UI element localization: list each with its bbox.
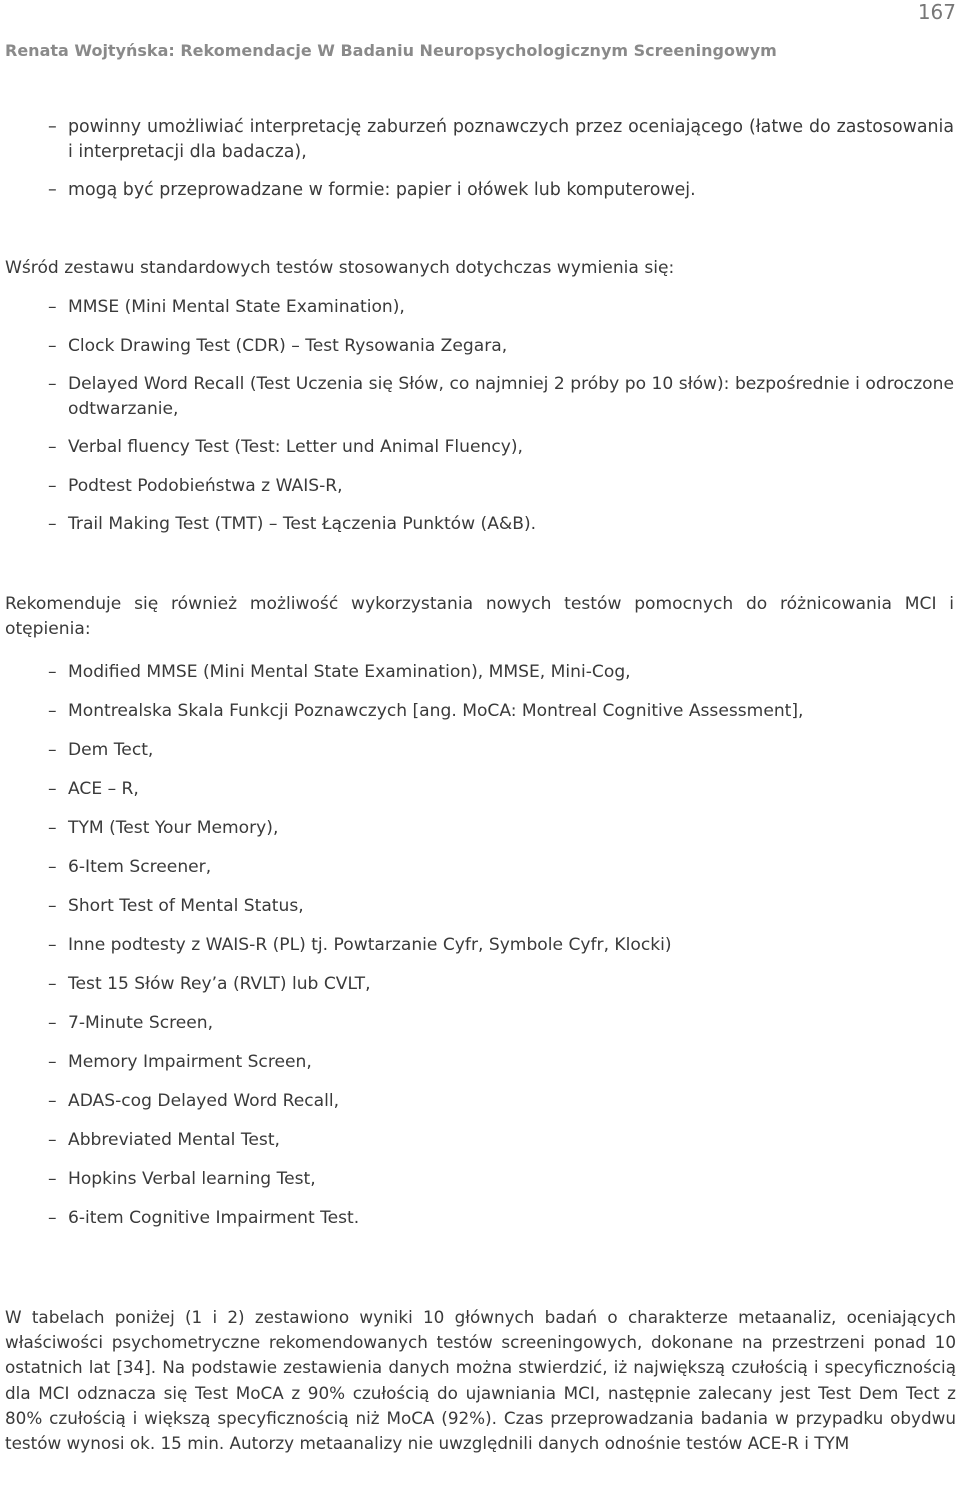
list-item-text: 7-Minute Screen, (68, 1013, 214, 1033)
list-item (0, 660, 960, 685)
dash-bullet: – (48, 514, 57, 534)
list-item (0, 777, 960, 802)
list-item (0, 1089, 960, 1114)
requirements-list (0, 115, 960, 203)
list-item-text: Clock Drawing Test (CDR) – Test Rysowania Zegara, (68, 335, 508, 356)
dash-bullet: – (48, 662, 57, 682)
dash-bullet: – (48, 117, 57, 137)
list-item-text: Test 15 Słów Rey’a (RVLT) lub CVLT, (68, 974, 371, 994)
list-item-text: Memory Impairment Screen, (68, 1052, 312, 1072)
list-item-text: powinny umożliwiać interpretację zaburzeń poznawczych przez oceniającego (łatwe do zastosowania i interpretacji dla badacza), (68, 117, 954, 162)
list-item (0, 972, 960, 997)
list-item-text: Dem Tect, (68, 740, 154, 760)
dash-bullet: – (48, 1052, 57, 1072)
page-number: 167 (917, 0, 956, 24)
dash-bullet: – (48, 1013, 57, 1033)
list-item (0, 894, 960, 919)
dash-bullet: – (48, 701, 57, 721)
list-item-text: mogą być przeprowadzane w formie: papier i ołówek lub komputerowej. (68, 180, 696, 200)
list-item (0, 738, 960, 763)
dash-bullet: – (48, 857, 57, 877)
list-item-text: Hopkins Verbal learning Test, (68, 1169, 316, 1189)
list-item-text: Abbreviated Mental Test, (68, 1130, 280, 1150)
list-item-text: Podtest Podobieństwa z WAIS-R, (68, 475, 343, 496)
list-item (0, 1128, 960, 1153)
list-item-text: TYM (Test Your Memory), (68, 818, 279, 838)
list-item-text: Verbal fluency Test (Test: Letter und Animal Fluency), (68, 437, 523, 457)
summary-paragraph: W tabelach poniżej (1 i 2) zestawiono wyniki 10 głównych badań o charakterze metaanaliz, oceniających właściwości psychometryczne rekomendowanych testów screeningowych, dokonane na przestrzeni ponad 10 ostatnich lat [34]. Na podstawie zestawienia danych można stwierdzić, iż największą czułością i specyficznością dla MCI odznacza się Test MoCA z 90% czułością do ujawniania MCI, następnie zalecany jest Test Dem Tect z 80% czułością i większą specyficznością niż MoCA (92%). Czas przeprowadzania badania w przypadku obydwu testów wynosi ok. 15 min. Autorzy metaanalizy nie uwzględnili danych odnośnie testów ACE-R i TYM (5, 1307, 956, 1454)
dash-bullet: – (48, 297, 57, 317)
dash-bullet: – (48, 1169, 57, 1189)
list-item-text: Montrealska Skala Funkcji Poznawczych [ang. MoCA: Montreal Cognitive Assessment], (68, 701, 804, 721)
list-item (0, 855, 960, 880)
dash-bullet: – (48, 896, 57, 916)
list-item (0, 1050, 960, 1075)
list-item (0, 295, 960, 320)
list-item-text: Short Test of Mental Status, (68, 896, 304, 916)
dash-bullet: – (48, 974, 57, 994)
list-item-text: ADAS-cog Delayed Word Recall, (68, 1091, 340, 1111)
list-item-text: Modified MMSE (Mini Mental State Examination), MMSE, Mini-Cog, (68, 662, 631, 682)
dash-bullet: – (48, 1208, 57, 1228)
dash-bullet: – (48, 740, 57, 760)
list-item (0, 1011, 960, 1036)
standard-tests-section (0, 256, 960, 551)
list-item-text: Inne podtesty z WAIS-R (PL) tj. Powtarzanie Cyfr, Symbole Cyfr, Klocki) (68, 935, 672, 955)
dash-bullet: – (48, 818, 57, 838)
dash-bullet: – (48, 935, 57, 955)
list-item (0, 372, 960, 421)
list-item-text: Delayed Word Recall (Test Uczenia się Słów, co najmniej 2 próby po 10 słów): bezpośrednie i odroczone odtwarzanie, (68, 374, 954, 419)
list-item (0, 334, 960, 359)
list-item-text: Trail Making Test (TMT) – Test Łączenia Punktów (A&B). (68, 514, 537, 534)
new-tests-list (0, 660, 960, 1231)
list-item (0, 178, 960, 203)
list-item (0, 1167, 960, 1192)
list-item-text: 6-Item Screener, (68, 857, 212, 877)
list-item-text: MMSE (Mini Mental State Examination), (68, 297, 405, 317)
list-item (0, 1206, 960, 1231)
dash-bullet: – (48, 437, 57, 457)
list-item-text: 6-item Cognitive Impairment Test. (68, 1208, 360, 1228)
new-tests-intro: Rekomenduje się również możliwość wykorzystania nowych testów pomocnych do różnicowania MCI i otępienia: (5, 594, 954, 639)
standard-tests-list (0, 295, 960, 537)
dash-bullet: – (48, 374, 57, 394)
list-item (0, 933, 960, 958)
list-item (0, 115, 960, 164)
dash-bullet: – (48, 1091, 57, 1111)
dash-bullet: – (48, 779, 57, 799)
dash-bullet: – (48, 335, 57, 356)
dash-bullet: – (48, 1130, 57, 1150)
dash-bullet: – (48, 475, 57, 496)
list-item (0, 699, 960, 724)
standard-tests-intro: Wśród zestawu standardowych testów stosowanych dotychczas wymienia się: (5, 258, 675, 278)
running-header: Renata Wojtyńska: Rekomendacje W Badaniu Neuropsychologicznym Screeningowym (5, 41, 777, 60)
list-item (0, 512, 960, 537)
new-tests-section (0, 592, 960, 1245)
list-item (0, 816, 960, 841)
list-item-text: ACE – R, (68, 779, 139, 799)
requirements-list-section (0, 115, 960, 217)
dash-bullet: – (48, 180, 57, 200)
list-item (0, 435, 960, 460)
summary-section (0, 1305, 960, 1456)
list-item (0, 474, 960, 499)
